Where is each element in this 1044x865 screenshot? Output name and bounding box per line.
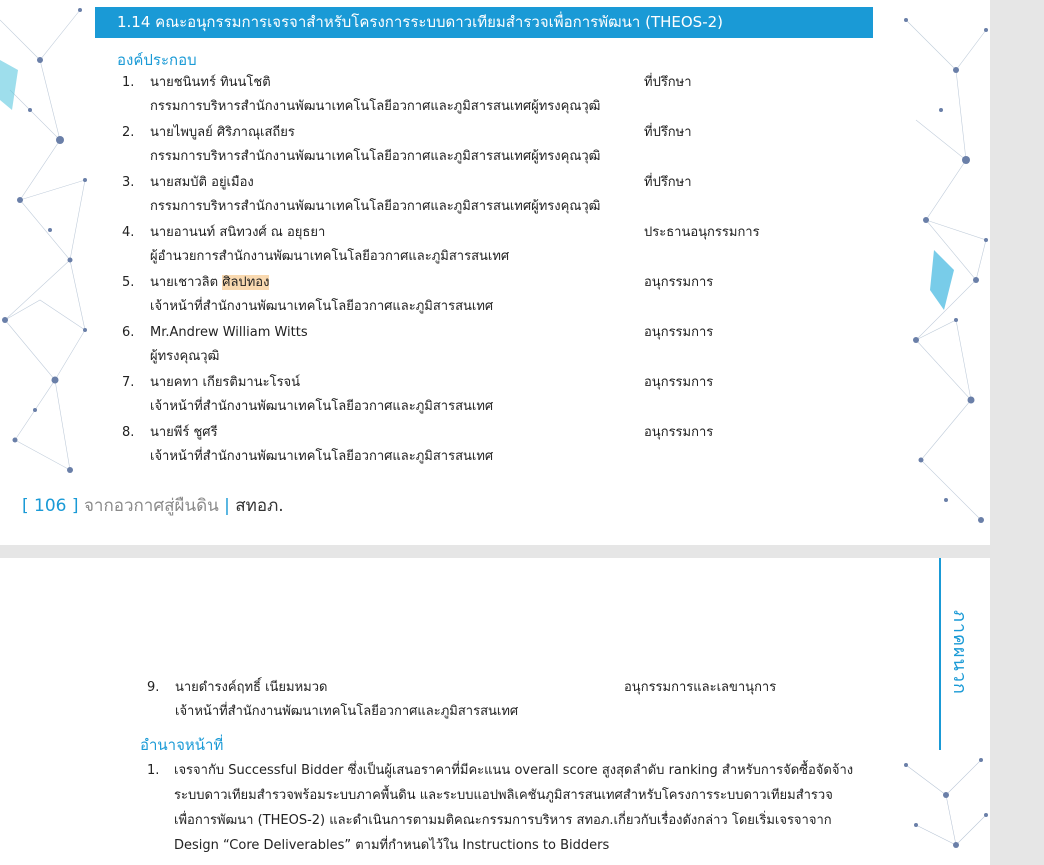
- duty-line: Design “Core Deliverables” ตามที่กำหนดไว้ใน Instructions to Bidders: [174, 838, 610, 853]
- duty-item: [147, 758, 907, 858]
- highlighted-surname: ศิลปทอง: [222, 275, 270, 290]
- page-footer: [22, 492, 284, 519]
- member-number: 2.: [122, 125, 135, 140]
- member-organization: เจ้าหน้าที่สำนักงานพัฒนาเทคโนโลยีอวกาศและภูมิสารสนเทศ: [150, 299, 494, 314]
- member-role: อนุกรรมการ: [644, 275, 714, 290]
- member-number: 5.: [122, 275, 135, 290]
- member-name: นายชนินทร์ ทินนโชติ: [150, 75, 271, 90]
- duty-text: [174, 758, 896, 858]
- member-number: 4.: [122, 225, 135, 240]
- member-role: อนุกรรมการ: [644, 325, 714, 340]
- duties-heading: อำนาจหน้าที่: [140, 736, 224, 754]
- member-role: ประธานอนุกรรมการ: [644, 225, 760, 240]
- page-number: [ 106 ]: [22, 496, 79, 516]
- member-organization: ผู้อำนวยการสำนักงานพัฒนาเทคโนโลยีอวกาศและภูมิสารสนเทศ: [150, 249, 510, 264]
- member-role: ที่ปรึกษา: [644, 75, 692, 90]
- composition-heading: องค์ประกอบ: [117, 51, 197, 69]
- member-organization: ผู้ทรงคุณวุฒิ: [150, 349, 220, 364]
- member-name: Mr.Andrew William Witts: [150, 325, 308, 340]
- member-role: อนุกรรมการและเลขานุการ: [624, 680, 777, 695]
- member-number: 7.: [122, 375, 135, 390]
- member-name: นายดำรงค์ฤทธิ์ เนียมหมวด: [175, 680, 328, 695]
- member-role: อนุกรรมการ: [644, 425, 714, 440]
- member-number: 3.: [122, 175, 135, 190]
- duty-number: 1.: [147, 763, 160, 778]
- member-name: นายอานนท์ สนิทวงศ์ ณ อยุธยา: [150, 225, 326, 240]
- member-organization: กรรมการบริหารสำนักงานพัฒนาเทคโนโลยีอวกาศและภูมิสารสนเทศผู้ทรงคุณวุฒิ: [150, 149, 601, 164]
- member-number: 9.: [147, 680, 160, 695]
- member-name: นายไพบูลย์ ศิริภาณุเสถียร: [150, 125, 295, 140]
- member-role: ที่ปรึกษา: [644, 125, 692, 140]
- member-role: อนุกรรมการ: [644, 375, 714, 390]
- member-organization: กรรมการบริหารสำนักงานพัฒนาเทคโนโลยีอวกาศและภูมิสารสนเทศผู้ทรงคุณวุฒิ: [150, 99, 601, 114]
- member-number: 6.: [122, 325, 135, 340]
- page-gap: [0, 545, 1044, 558]
- section-title-banner: 1.14 คณะอนุกรรมการเจรจาสำหรับโครงการระบบดาวเทียมสำรวจเพื่อการพัฒนา (THEOS-2): [95, 7, 873, 38]
- member-name: นายพีร์ ชูศรี: [150, 425, 218, 440]
- network-decoration-left: [0, 0, 95, 480]
- member-organization: กรรมการบริหารสำนักงานพัฒนาเทคโนโลยีอวกาศและภูมิสารสนเทศผู้ทรงคุณวุฒิ: [150, 199, 601, 214]
- gray-margin: [990, 0, 1044, 865]
- member-name: นายสมบัติ อยู่เมือง: [150, 175, 254, 190]
- duty-line: เจรจากับ Successful Bidder ซึ่งเป็นผู้เสนอราคาที่มีคะแนน overall score สูงสุดลำดับ ranking สำหรับการจัดซื้อจัดจ้าง: [174, 763, 854, 778]
- member-organization: เจ้าหน้าที่สำนักงานพัฒนาเทคโนโลยีอวกาศและภูมิสารสนเทศ: [175, 704, 519, 719]
- member-number: 1.: [122, 75, 135, 90]
- member-role: ที่ปรึกษา: [644, 175, 692, 190]
- network-decoration-lower-right: [896, 745, 990, 865]
- footer-separator: |: [224, 496, 230, 516]
- network-decoration-right: [896, 0, 990, 545]
- member-name: นายคทา เกียรติมานะโรจน์: [150, 375, 301, 390]
- organization-abbrev: สทอภ.: [235, 496, 284, 516]
- member-organization: เจ้าหน้าที่สำนักงานพัฒนาเทคโนโลยีอวกาศและภูมิสารสนเทศ: [150, 399, 494, 414]
- duty-line: ระบบดาวเทียมสำรวจพร้อมระบบภาคพื้นดิน และระบบแอปพลิเคชันภูมิสารสนเทศสำหรับโครงการระบบดาวเทียมสำรวจ: [174, 788, 833, 803]
- member-number: 8.: [122, 425, 135, 440]
- appendix-side-label: ภาคผนวก: [949, 610, 970, 695]
- member-name-prefix: นายเชาวลิต: [150, 275, 223, 290]
- member-name: [150, 273, 269, 293]
- member-organization: เจ้าหน้าที่สำนักงานพัฒนาเทคโนโลยีอวกาศและภูมิสารสนเทศ: [150, 449, 494, 464]
- duty-line: เพื่อการพัฒนา (THEOS-2) และดำเนินการตามมติคณะกรรมการบริหาร สทอภ.เกี่ยวกับเรื่องดังกล่าว โดยเริ่มเจรจาจาก: [174, 813, 832, 828]
- book-title: จากอวกาศสู่ผืนดิน: [83, 496, 219, 516]
